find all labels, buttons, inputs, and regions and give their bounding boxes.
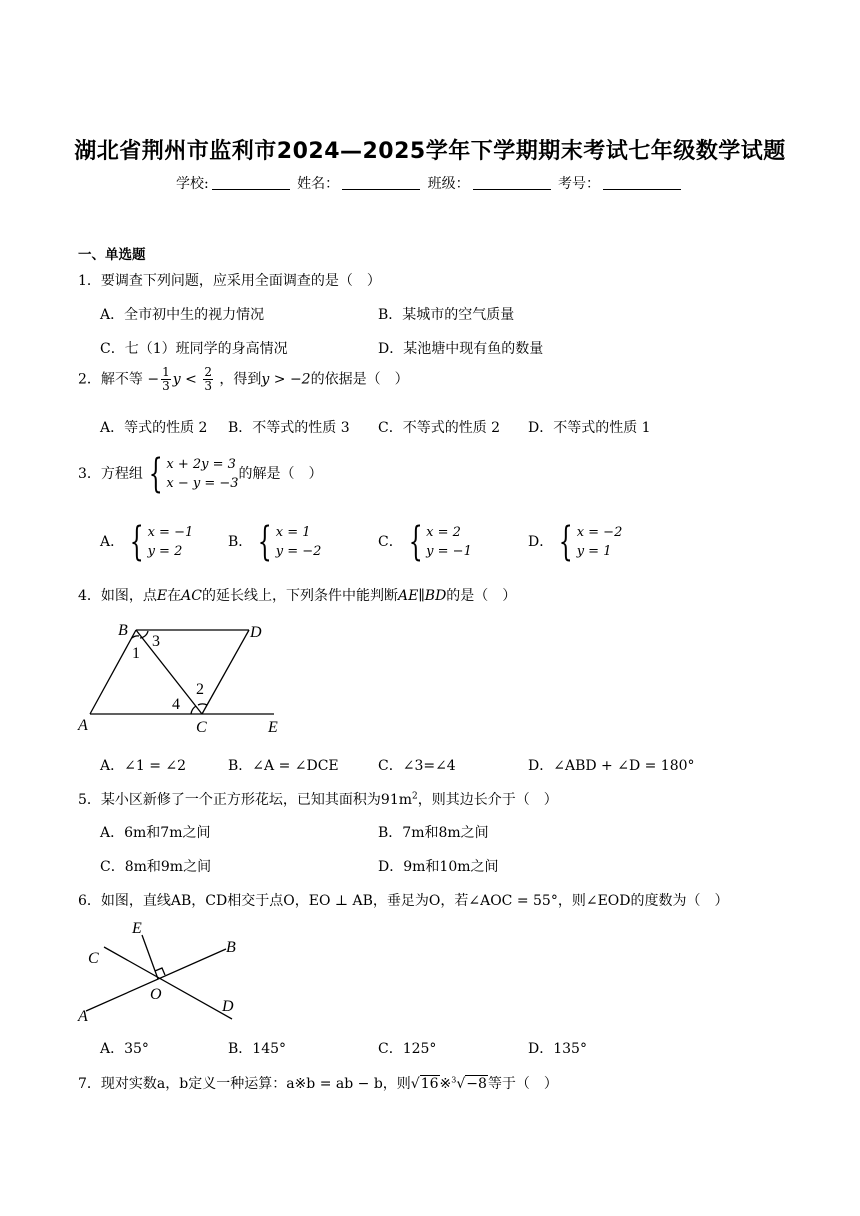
- name-label: 姓名：: [297, 176, 340, 192]
- exam-no-label: 考号：: [558, 176, 601, 192]
- q2-stem: 2．解不等 − $\frac{1}{3}$ y < $\frac{2}{3}$ ，得到y > −2的依据是（ ）: [78, 365, 409, 393]
- student-info-line: [0, 173, 860, 193]
- q5-option-c: C．8m和9m之间: [100, 859, 212, 875]
- q6-figure: [74, 915, 254, 1027]
- q2-mid: ，得到: [219, 371, 262, 388]
- label-d: D: [222, 998, 234, 1015]
- q7-sqrt-16: 16: [420, 1076, 439, 1092]
- q6-stem: 6．如图，直线AB，CD相交于点O，EO ⊥ AB，垂足为O，若∠AOC = 55°，则∠EOD的度数为（ ）: [78, 893, 729, 909]
- q2-frac2: $\frac{2}{3}$: [204, 365, 212, 393]
- q5-area: 91m: [380, 792, 412, 808]
- line-cd: [202, 630, 249, 714]
- label-c: C: [88, 950, 99, 967]
- school-label: 学校:: [175, 176, 209, 192]
- q6-option-c: C．125°: [378, 1041, 437, 1057]
- school-blank[interactable]: [212, 175, 290, 190]
- name-blank[interactable]: [342, 175, 420, 190]
- q4-option-b: B．∠A = ∠DCE: [228, 758, 339, 774]
- q1-option-a: A．全市初中生的视力情况: [100, 307, 265, 323]
- q3-stem: [78, 451, 323, 497]
- label-e: E: [132, 920, 142, 937]
- q4-stem: 4．如图，点E在AC的延长线上，下列条件中能判断AE∥BD的是（ ）: [78, 588, 517, 604]
- q6-option-b: B．145°: [228, 1041, 287, 1057]
- q5-option-b: B．7m和8m之间: [378, 825, 489, 841]
- line-cd: [104, 947, 232, 1019]
- q2-condition: y > −2: [261, 371, 311, 388]
- q4-option-d: D．∠ABD + ∠D = 180°: [528, 758, 695, 774]
- q1-option-b: B．某城市的空气质量: [378, 307, 515, 323]
- q3-system: { x + 2y = 3 x − y = −3: [148, 451, 239, 497]
- page-title: 湖北省荆州市监利市2024—2025学年下学期期末考试七年级数学试题: [74, 139, 786, 164]
- q6-option-d: D．135°: [528, 1041, 587, 1057]
- label-e: E: [268, 719, 278, 736]
- exam-no-blank[interactable]: [603, 175, 681, 190]
- q7-cbrt-neg8: −8: [466, 1076, 487, 1092]
- q2-frac1: $\frac{1}{3}$: [162, 365, 170, 393]
- label-a: A: [78, 717, 88, 734]
- line-ab: [90, 630, 136, 714]
- q1-option-c: C．七（1）班同学的身高情况: [100, 341, 288, 357]
- q2-pre: 2．解不等: [78, 371, 143, 388]
- label-b: B: [118, 622, 128, 639]
- q6-option-a: A．35°: [100, 1041, 149, 1057]
- q2-post: 的依据是（ ）: [310, 371, 409, 388]
- q2-option-d: D．不等式的性质 1: [528, 420, 651, 436]
- label-d: D: [250, 624, 262, 641]
- label-2: 2: [196, 681, 204, 698]
- line-bc: [136, 630, 202, 714]
- label-o: O: [150, 986, 162, 1003]
- q5-option-a: A．6m和7m之间: [100, 825, 211, 841]
- label-c: C: [196, 719, 207, 736]
- q5-stem: 5．某小区新修了一个正方形花坛，已知其面积为$91m^2$，则其边长介于（ ）: [78, 791, 558, 808]
- q4-figure: [74, 618, 294, 738]
- q4-option-c: C．∠3=∠4: [378, 758, 456, 774]
- section-heading: 一、单选题: [78, 247, 146, 263]
- label-3: 3: [152, 633, 160, 650]
- q3-option-c: C． { x = 2 y = −1: [378, 519, 472, 565]
- label-1: 1: [132, 645, 140, 662]
- q3-option-d: D． { x = −2 y = 1: [528, 519, 623, 565]
- q3-pre: 3．方程组: [78, 466, 143, 482]
- q7-stem: 7．现对实数a，b定义一种运算：a※b = ab − b，则√16※$^3$√−8等于（ ）: [78, 1075, 558, 1092]
- angle-arc-2: [198, 704, 207, 705]
- class-blank[interactable]: [473, 175, 551, 190]
- q4-option-a: A．∠1 = ∠2: [100, 758, 187, 774]
- label-4: 4: [172, 696, 180, 713]
- q2-option-c: C．不等式的性质 2: [378, 420, 501, 436]
- q3-post: 的解是（ ）: [238, 466, 323, 482]
- q2-option-a: A．等式的性质 2: [100, 420, 208, 436]
- q1-stem: 1．要调查下列问题，应采用全面调查的是（ ）: [78, 273, 381, 289]
- q2-option-b: B．不等式的性质 3: [228, 420, 350, 436]
- q3-option-a: A． { x = −1 y = 2: [100, 519, 194, 565]
- label-a: A: [78, 1008, 88, 1025]
- q1-option-d: D．某池塘中现有鱼的数量: [378, 341, 544, 357]
- label-b: B: [226, 939, 236, 956]
- q3-option-b: B． { x = 1 y = −2: [228, 519, 322, 565]
- class-label: 班级：: [427, 176, 470, 192]
- q5-option-d: D．9m和10m之间: [378, 859, 499, 875]
- angle-arc-4: [191, 706, 196, 714]
